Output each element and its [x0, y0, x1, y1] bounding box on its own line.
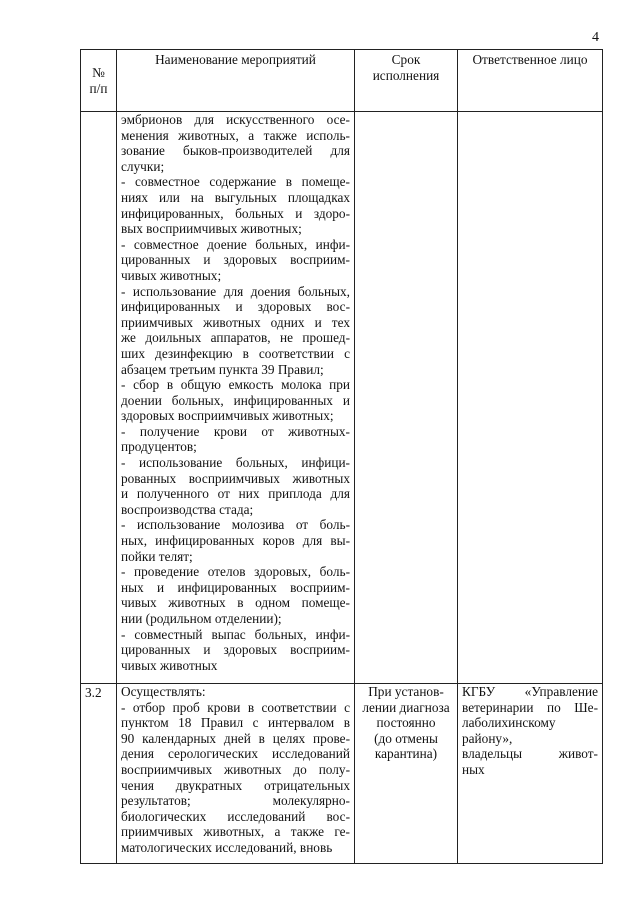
header-measures: [117, 50, 355, 112]
responsible-text-line: ных: [462, 761, 485, 777]
measure-text-line: цированных и здоровых восприим-: [121, 642, 350, 658]
measure-text-line: пунктом 18 Правил с интервалом в: [121, 715, 350, 731]
measure-text-line: эмбрионов для искусственного осе-: [121, 112, 350, 127]
measure-text-line: зование быков-производителей для: [121, 143, 350, 159]
measure-text-line: Осуществлять:: [121, 684, 206, 699]
measure-text-line: цированных и здоровых восприим-: [121, 252, 350, 268]
measure-text-line: рованных восприимчивых животных: [121, 470, 350, 486]
measure-text-line: ших дезинфекцию в соответствии с: [121, 345, 350, 361]
responsible-text-line: КГБУ «Управление: [462, 684, 598, 699]
row-measure-cell: [117, 684, 355, 864]
measure-text-line: доении больных, инфицированных и: [121, 392, 350, 408]
continuation-num-cell: [81, 112, 117, 684]
header-measures-label: Наименование мероприятий: [155, 52, 316, 67]
measure-text-line: приимчивых животных одних и тех: [121, 314, 350, 330]
measure-text-line: - совместный выпас больных, инфи-: [121, 626, 350, 642]
responsible-text-line: ветеринарии по Ше-: [462, 699, 598, 715]
header-responsible-label: Ответственное лицо: [472, 52, 588, 67]
measure-text-line: нии (родильном отделении);: [121, 611, 282, 626]
measure-text-line: - использование больных, инфици-: [121, 455, 350, 471]
measure-text-line: чивых животных;: [121, 267, 222, 283]
measure-text-line: и полученного от них приплода для: [121, 486, 350, 502]
measure-text-line: восприимчивых животных до полу-: [121, 761, 350, 777]
table-row: [81, 112, 603, 684]
measure-text-line: же доильных аппаратов, не прошед-: [121, 330, 350, 346]
measure-text-line: воспроизводства стада;: [121, 501, 254, 517]
measure-text-line: инфицированных, больных и здоро-: [121, 205, 350, 221]
header-responsible: [458, 50, 603, 112]
measure-text-line: пойки телят;: [121, 548, 193, 564]
continuation-term-cell: [355, 112, 458, 684]
term-text-line: лении диагноза: [362, 699, 450, 715]
measure-text-line: биологических исследований вос-: [121, 808, 350, 824]
header-number-line1: №: [92, 65, 105, 80]
header-number: [81, 50, 117, 112]
header-term-line1: Срок: [391, 52, 421, 67]
measure-text-line: результатов; молекулярно-: [121, 793, 350, 809]
page-number: 4: [592, 30, 599, 45]
responsible-text-line: лаболихинскому: [462, 715, 556, 731]
term-text-line: (до отмены: [374, 730, 438, 746]
measure-text-line: вых восприимчивых животных;: [121, 221, 302, 237]
measure-text-line: - сбор в общую емкость молока при: [121, 377, 350, 393]
measure-text-line: чивых животных: [121, 657, 218, 673]
measure-text-line: дения серологических исследований: [121, 746, 350, 762]
measure-text-line: чения двукратных отрицательных: [121, 777, 350, 793]
row-term-cell: [355, 684, 458, 864]
measure-text-line: ниях или на выгульных площадках: [121, 189, 350, 205]
row-number: 3.2: [81, 684, 117, 864]
table-header-row: [81, 50, 603, 112]
measure-text-line: - совместное содержание в помеще-: [121, 174, 350, 190]
term-text-line: При установ-: [368, 684, 444, 699]
measure-text-line: - использование молозива от боль-: [121, 517, 350, 533]
measure-text-line: матологических исследований, вновь: [121, 839, 333, 855]
header-term: [355, 50, 458, 112]
continuation-name-cell: [117, 112, 355, 684]
table-row: [81, 684, 603, 864]
continuation-resp-cell: [458, 112, 603, 684]
measure-text-line: менения животных, а также исполь-: [121, 127, 350, 143]
header-number-line2: п/п: [89, 80, 108, 96]
header-term-line2: исполнения: [372, 67, 440, 83]
measure-text-line: - совместное доение больных, инфи-: [121, 236, 350, 252]
measure-text-line: 90 календарных дней в целях прове-: [121, 730, 350, 746]
responsible-text-line: владельцы живот-: [462, 746, 598, 762]
measure-text-line: - получение крови от животных-: [121, 423, 350, 439]
term-text-line: карантина): [374, 746, 438, 762]
measure-text-line: - использование для доения больных,: [121, 283, 350, 299]
measure-text-line: инфицированных и здоровых вос-: [121, 299, 350, 315]
row-responsible-cell: [458, 684, 603, 864]
measure-text-line: здоровых восприимчивых животных;: [121, 408, 334, 424]
measures-table: [80, 49, 603, 864]
measure-text-line: продуцентов;: [121, 439, 197, 455]
measure-text-line: - проведение отелов здоровых, боль-: [121, 564, 350, 580]
measure-text-line: приимчивых животных, а также ге-: [121, 824, 350, 840]
measure-text-line: ных, инфицированных коров для вы-: [121, 533, 350, 549]
term-text-line: постоянно: [376, 715, 436, 731]
responsible-text-line: району»,: [462, 730, 513, 746]
measure-text-line: - отбор проб крови в соответствии с: [121, 699, 350, 715]
measure-text-line: ных и инфицированных восприим-: [121, 579, 350, 595]
measure-text-line: чивых животных в одном помеще-: [121, 595, 350, 611]
measure-text-line: абзацем третьим пункта 39 Правил;: [121, 361, 324, 377]
measure-text-line: случки;: [121, 158, 165, 174]
